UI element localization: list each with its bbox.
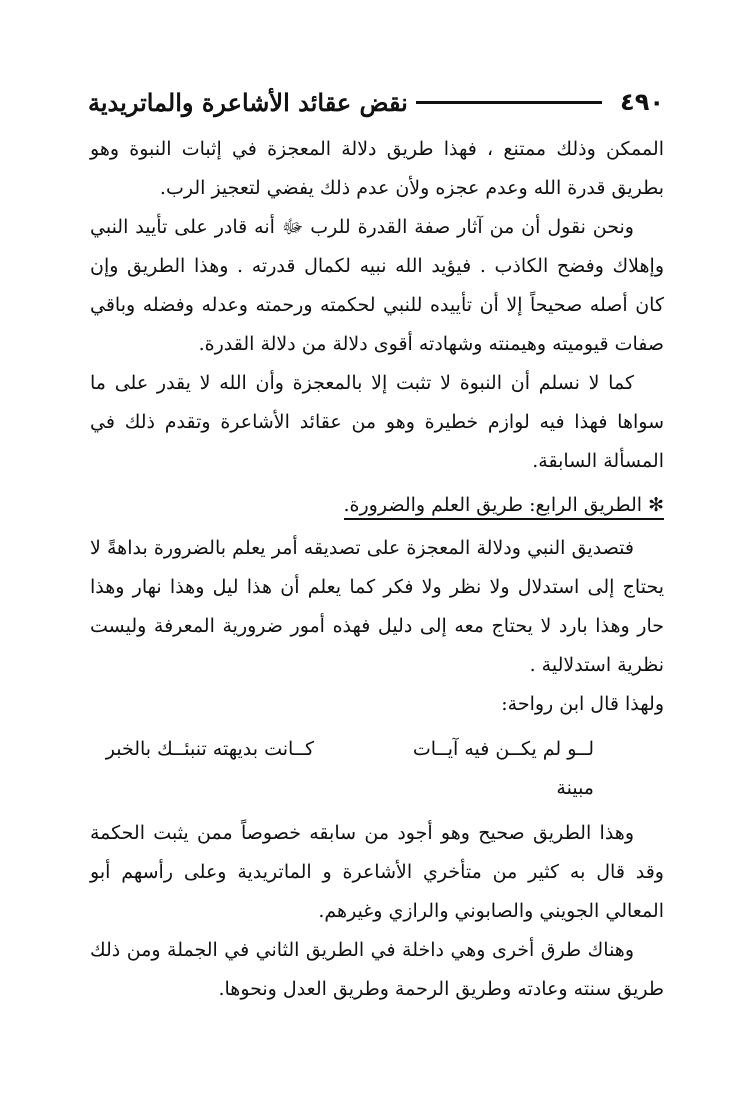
verse-second-hemistich: كــانت بديهته تنبئــك بالخبر — [105, 738, 314, 760]
page-header — [88, 82, 664, 122]
section-heading-text: ✻ الطريق الرابع: طريق العلم والضرورة. — [344, 494, 664, 520]
paragraph-2: ونحن نقول أن من آثار صفة القدرة للرب ﷻ أنه قادر على تأييد النبي وإهلاك وفضح الكاذب . فيؤيد الله نبيه لكمال قدرته . وهذا الطريق وإن كان أصله صحيحاً إلا أن تأييده للنبي لحكمته ورحمته وعدله وفضله وباقي صفات قيوميته وهيمنته وشهادته أقوى دلالة من دلالة القدرة. — [90, 216, 664, 355]
paragraph-5: ولهذا قال ابن رواحة: — [501, 693, 664, 715]
paragraph-6: وهذا الطريق صحيح وهو أجود من سابقه خصوصاً ممن يثبت الحكمة وقد قال به كثير من متأخري الأشاعرة و الماتريدية وعلى رأسهم أبو المعالي الجويني والصابوني والرازي وغيرهم. — [90, 822, 664, 922]
poetry-verse — [90, 730, 664, 808]
section-heading — [90, 487, 664, 523]
verse-first-hemistich: لــو لم يكــن فيه آيــات مبينة — [412, 738, 594, 799]
paragraph-4: فتصديق النبي ودلالة المعجزة على تصديقه أمر يعلم بالضرورة بداهةً لا يحتاج إلى استدلال ولا نظر ولا فكر كما يعلم أن هذا ليل وهذا نهار وهذا حار وهذا بارد لا يحتاج معه إلى دليل فهذه أمور ضرورية المعرفة وليست نظرية استدلالية . — [90, 537, 664, 676]
paragraph-3: كما لا نسلم أن النبوة لا تثبت إلا بالمعجزة وأن الله لا يقدر على ما سواها فهذا فيه لوازم خطيرة وهو من عقائد الأشاعرة وتقدم ذلك في المسألة السابقة. — [90, 372, 664, 472]
page-number: ٤٩٠ — [620, 88, 664, 116]
verse-gap — [314, 730, 374, 808]
paragraph-1: الممكن وذلك ممتنع ، فهذا طريق دلالة المعجزة في إثبات النبوة وهو بطريق قدرة الله وعدم عجزه ولأن عدم ذلك يفضي لتعجيز الرب. — [90, 138, 664, 199]
book-title: نقض عقائد الأشاعرة والماتريدية — [88, 87, 408, 117]
paragraph-7: وهناك طرق أخرى وهي داخلة في الطريق الثاني في الجملة ومن ذلك طريق سنته وعادته وطريق الرحمة وطريق العدل ونحوها. — [90, 939, 664, 1000]
page-body — [90, 130, 664, 1009]
header-rule — [416, 101, 602, 104]
